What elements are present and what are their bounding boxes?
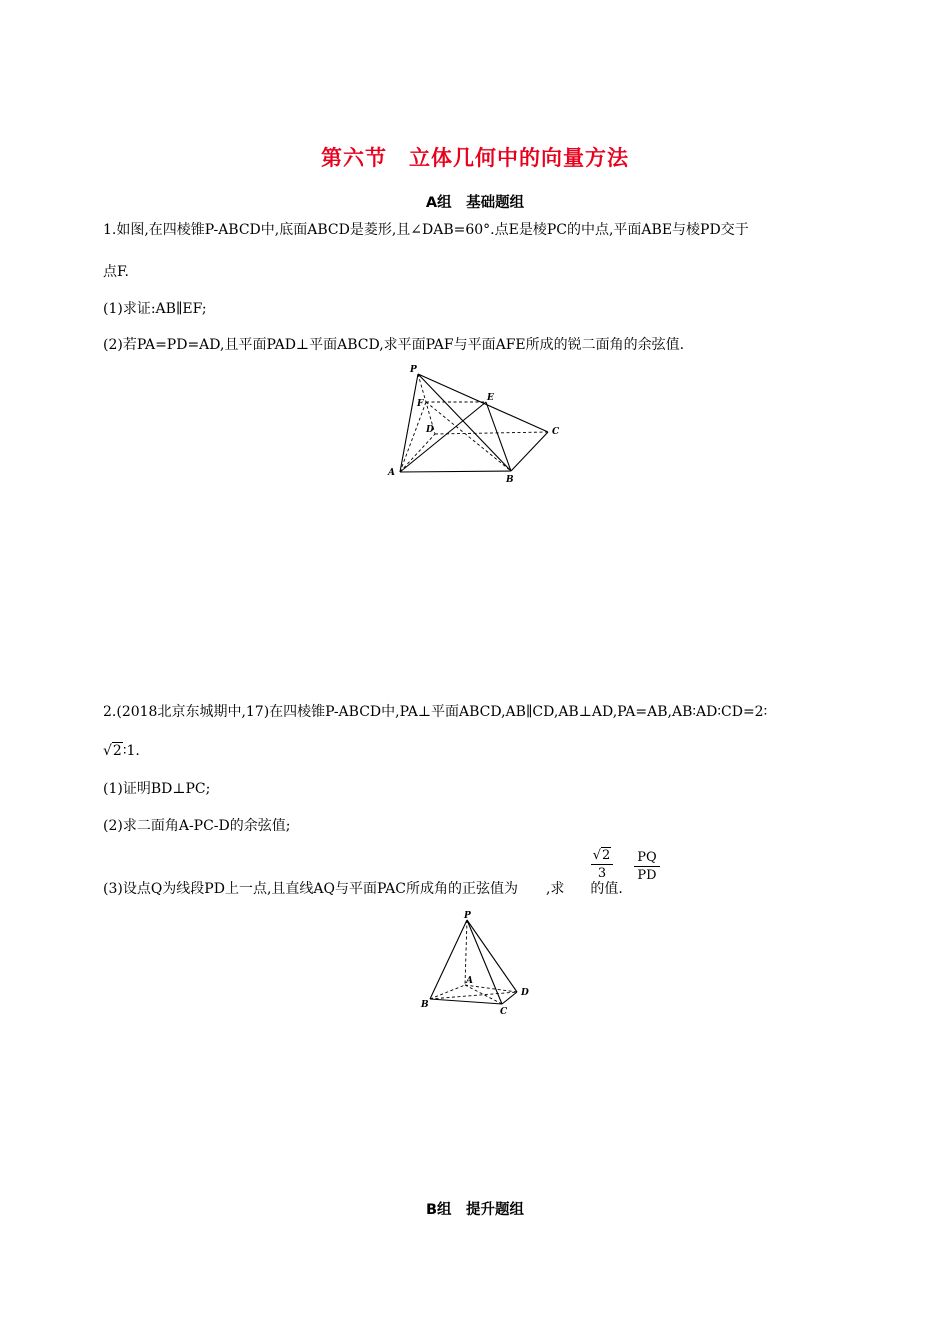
page-title: 第六节 立体几何中的向量方法: [321, 146, 629, 170]
q1-label-c: C: [552, 427, 560, 437]
q2-line1: 2.(2018北京东城期中,17)在四棱锥P-ABCD中,PA⊥平面ABCD,AB∥CD,AB⊥AD,PA=AB,AB∶AD∶CD=2∶: [103, 704, 768, 720]
q2-part3-text: (3)设点Q为线段PD上一点,且直线AQ与平面PAC所成角的正弦值为: [103, 881, 518, 897]
q2-line2-rest: ∶1.: [122, 743, 140, 759]
q2-frac-den: 3: [597, 866, 607, 881]
q1-part2: (2)若PA=PD=AD,且平面PAD⊥平面ABCD,求平面PAF与平面AFE所成的锐二面角的余弦值.: [103, 337, 685, 353]
group-b-heading: B组 提升题组: [425, 1202, 525, 1218]
q1-line2: 点F.: [103, 264, 129, 280]
q2-label-a: A: [466, 976, 473, 986]
q1-label-a: A: [388, 468, 395, 478]
q1-part1: (1)求证:AB∥EF;: [103, 301, 207, 317]
q2-part2: (2)求二面角A-PC-D的余弦值;: [103, 818, 291, 834]
q2-part3: [103, 880, 623, 898]
q2-part3-end: 的值.: [590, 881, 623, 897]
q2-frac2-den: PD: [637, 868, 657, 883]
q2-frac-num: 2: [602, 848, 611, 863]
q2-label-c: C: [500, 1007, 508, 1017]
q1-label-p: P: [410, 365, 417, 375]
q1-label-e: E: [487, 393, 494, 403]
q2-frac-sqrt2-over-3: √2 3: [591, 848, 613, 881]
q2-figure: [415, 908, 540, 1020]
q2-label-d: D: [521, 988, 529, 998]
sqrt-symbol: √2: [103, 743, 122, 759]
q1-line1: 1.如图,在四棱锥P-ABCD中,底面ABCD是菱形,且∠DAB=60°.点E是棱PC的中点,平面ABE与棱PD交于: [103, 222, 749, 238]
q2-label-p: P: [464, 911, 471, 921]
q1-label-b: B: [506, 475, 514, 485]
group-a-heading: A组 基础题组: [425, 195, 525, 211]
q1-label-f: F: [417, 399, 424, 409]
q1-figure: [380, 362, 570, 487]
q2-part3-mid: ,求: [545, 881, 565, 897]
q2-line2-radicand: 2: [112, 743, 122, 759]
q2-frac-pq-over-pd: [634, 850, 660, 883]
q2-label-b: B: [421, 1000, 429, 1010]
q2-line2: [103, 742, 140, 760]
q2-frac2-num: PQ: [637, 850, 657, 865]
q2-part1: (1)证明BD⊥PC;: [103, 781, 211, 797]
q1-label-d: D: [426, 425, 434, 435]
